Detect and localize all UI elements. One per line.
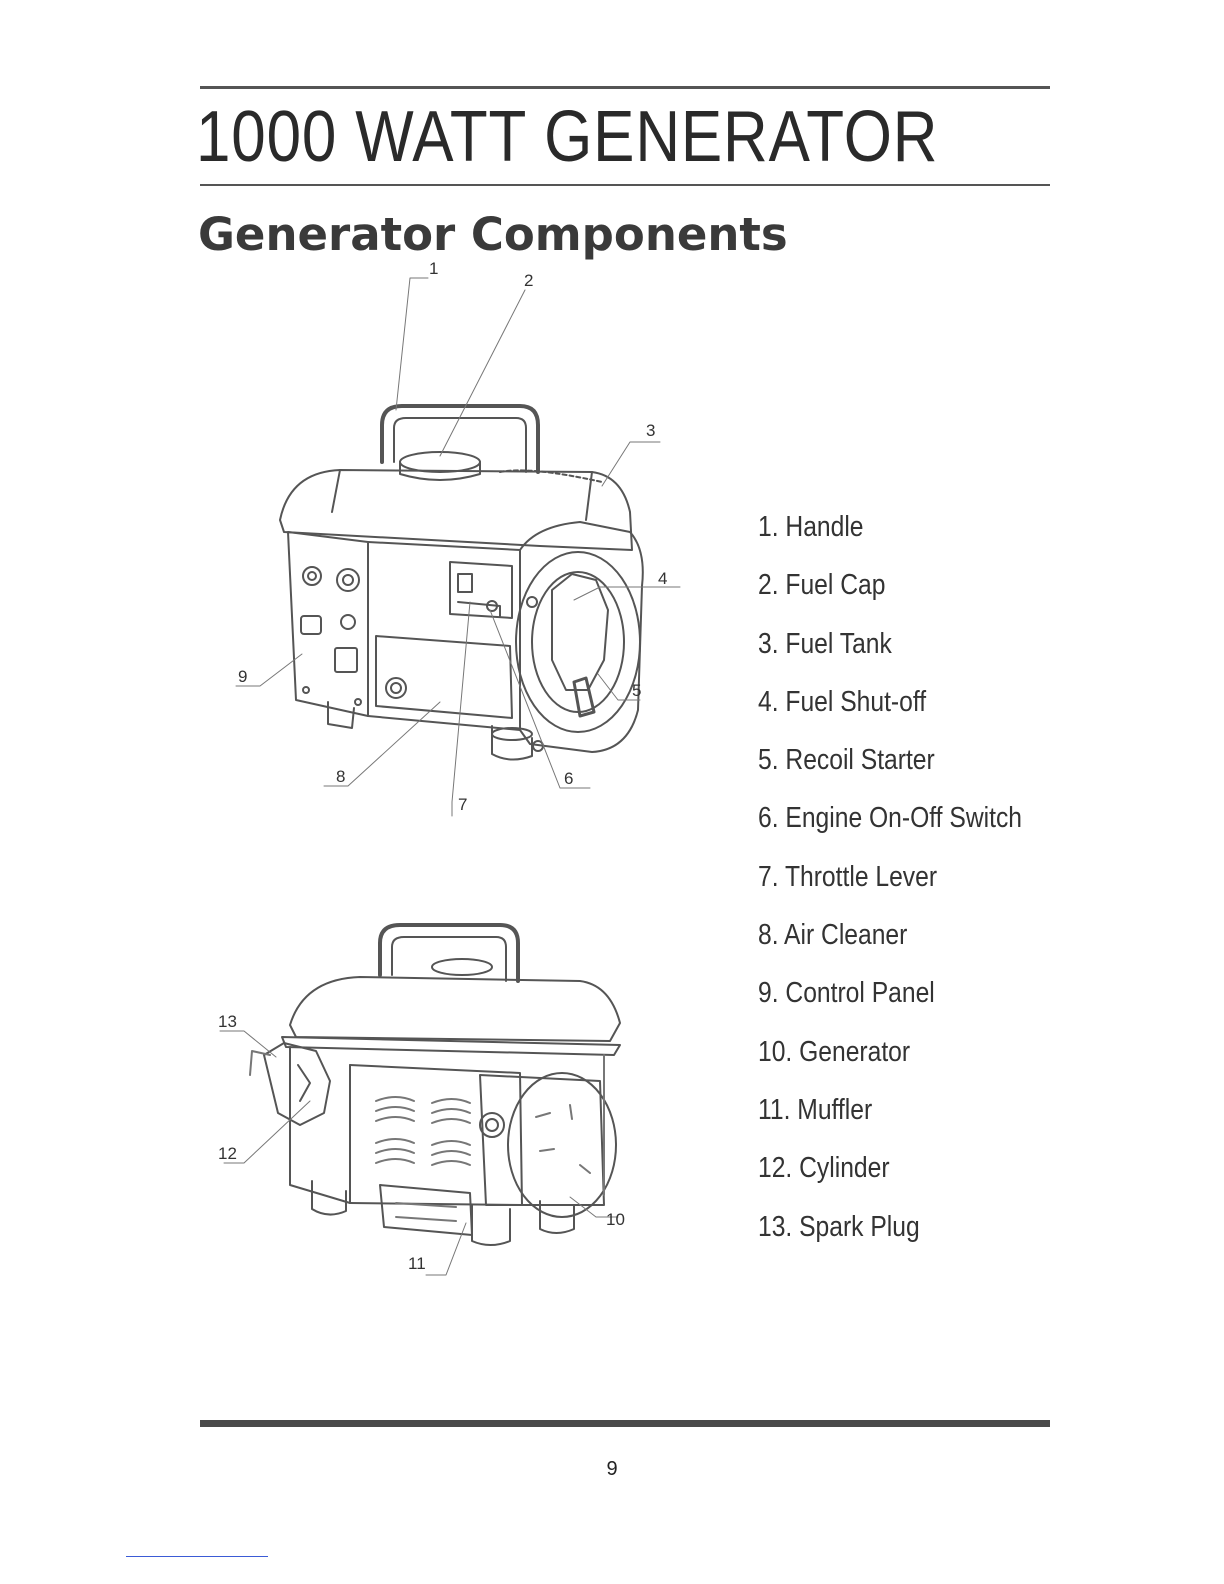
list-item: 4. Fuel Shut-off <box>758 685 927 718</box>
callout-9: 9 <box>238 667 248 686</box>
list-item: 13. Spark Plug <box>758 1210 920 1243</box>
list-item: 12. Cylinder <box>758 1152 890 1185</box>
callout-4: 4 <box>658 569 668 588</box>
list-item: 9. Control Panel <box>758 977 935 1010</box>
callout-7: 7 <box>458 795 468 814</box>
list-item: 8. Air Cleaner <box>758 919 908 952</box>
callout-12: 12 <box>218 1144 237 1163</box>
section-heading: Generator Components <box>198 208 788 261</box>
list-item: 7. Throttle Lever <box>758 860 938 893</box>
list-item: 3. Fuel Tank <box>758 627 892 660</box>
callout-10: 10 <box>606 1210 625 1229</box>
generator-front-view-illustration <box>200 250 700 830</box>
list-item: 2. Fuel Cap <box>758 569 886 602</box>
top-rule <box>200 86 1050 89</box>
callout-3: 3 <box>646 421 656 440</box>
list-item: 5. Recoil Starter <box>758 744 935 777</box>
callout-13: 13 <box>218 1012 237 1031</box>
title-underline-rule <box>200 184 1050 186</box>
components-list <box>758 505 1069 1263</box>
document-title: 1000 WATT GENERATOR <box>196 97 939 177</box>
callout-5: 5 <box>632 681 642 700</box>
callout-11: 11 <box>408 1254 426 1273</box>
list-item: 6. Engine On-Off Switch <box>758 802 1022 835</box>
bottom-rule <box>200 1420 1050 1427</box>
generator-rear-view-illustration <box>200 905 700 1295</box>
page-number: 9 <box>606 1458 618 1480</box>
list-item: 10. Generator <box>758 1035 911 1068</box>
callout-6: 6 <box>564 769 574 788</box>
list-item: 1. Handle <box>758 511 864 543</box>
callout-8: 8 <box>336 767 346 786</box>
list-item: 11. Muffler <box>758 1093 873 1126</box>
callout-1: 1 <box>429 259 439 278</box>
footer-divider <box>126 1556 268 1557</box>
callout-2: 2 <box>524 271 534 290</box>
